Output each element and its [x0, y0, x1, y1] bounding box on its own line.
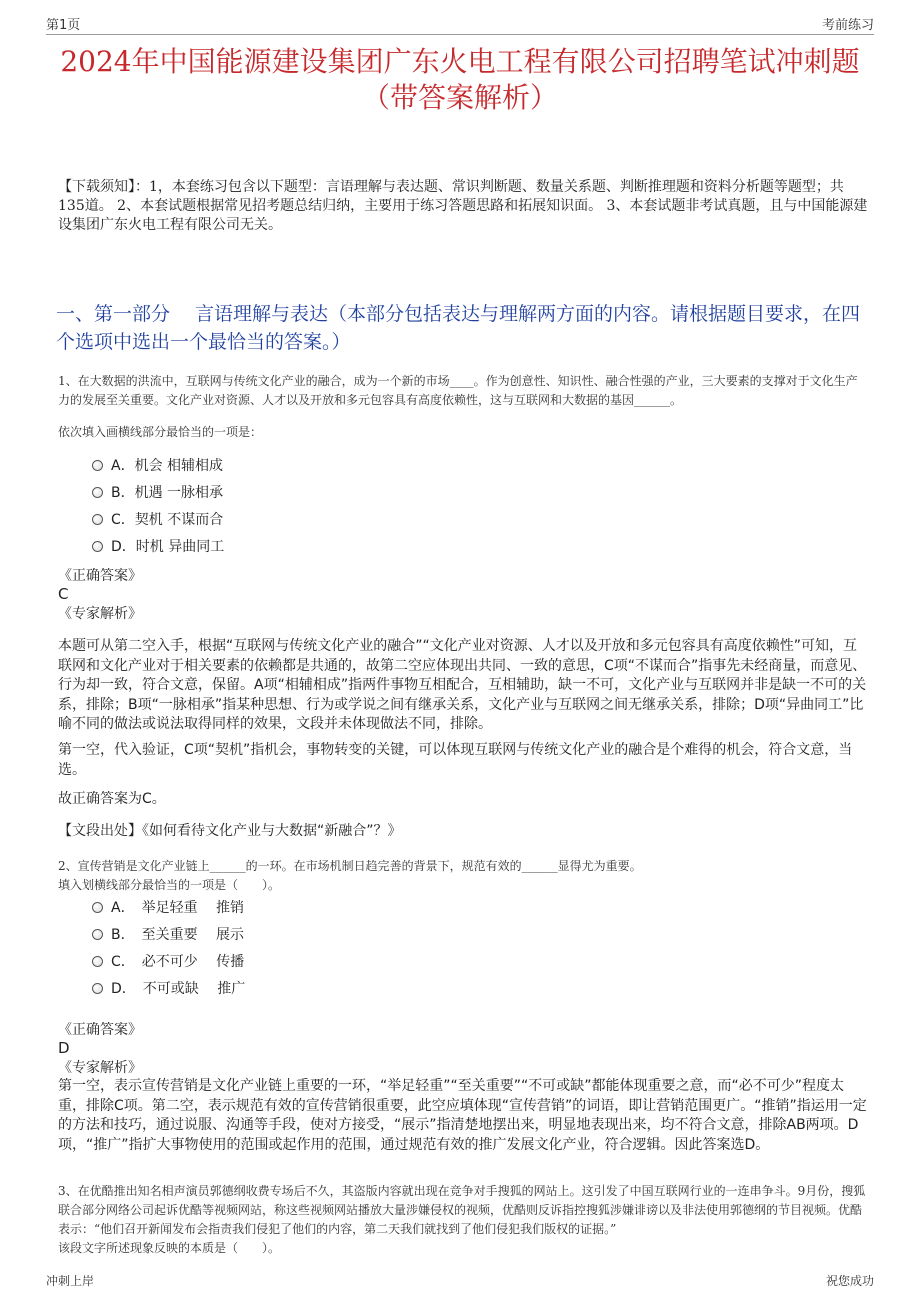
footer-right: 祝您成功 — [825, 1274, 874, 1288]
q2-option-c[interactable]: C． 必不可少 传播 — [92, 952, 244, 972]
question-1-prompt: 依次填入画横线部分最恰当的一项是： — [58, 425, 263, 439]
q2-answer: D — [58, 1039, 70, 1057]
section-heading: 一、第一部分 言语理解与表达（本部分包括表达与理解两方面的内容。请根据题目要求，在四个选项中选出一个最恰当的答案。） — [56, 303, 861, 353]
question-2-stem: 2、宣传营销是文化产业链上______的一环。在市场机制日趋完善的背景下，规范有效的______显得尤为重要。 — [58, 859, 642, 873]
footer-left: 冲刺上岸 — [46, 1274, 95, 1288]
q1-analysis-paragraph-2: 第一空，代入验证，C项“契机”指机会，事物转变的关键，可以体现互联网与传统文化产业的融合是个难得的机会，符合文意，当选。 — [58, 742, 853, 778]
q1-option-b[interactable]: B．机遇 一脉相承 — [92, 483, 223, 503]
q2-analysis: 第一空，表示宣传营销是文化产业链上重要的一环，“举足轻重”“至关重要”“不可或缺”都能体现重要之意，而“必不可少”程度太重，排除C项。第二空，表示规范有效的宣传营销很重要，此空应填体现“宣传营销”的词语，即让营销范围更广。“推销”指运用一定的方法和技巧，通过说服、沟通等手段，使对方接受，“展示”指清楚地摆出来，明显地表现出来，均不符合文意，排除AB两项。D项，“推广”指扩大事物使用的范围或起作用的范围，通过规范有效的推广发展文化产业，符合逻辑。因此答案选D。 — [58, 1078, 867, 1153]
q1-option-c[interactable]: C．契机 不谋而合 — [92, 510, 223, 530]
radio-button-icon[interactable] — [92, 902, 103, 913]
document-title: 2024年中国能源建设集团广东火电工程有限公司招聘笔试冲刺题（带答案解析） — [60, 45, 860, 114]
q1-conclusion: 故正确答案为C。 — [58, 791, 166, 807]
question-2-prompt: 填入划横线部分最恰当的一项是（ ）。 — [58, 878, 281, 892]
q1-analysis-paragraph-1: 本题可从第二空入手，根据“互联网与传统文化产业的融合”“文化产业对资源、人才以及开放和多元包容具有高度依赖性”可知，互联网和文化产业对于相关要素的依赖都是共通的，故第二空应体现出共同、一致的意思，C项“不谋而合”指事先未经商量，而意见、行为却一致，符合文意，保留。A项“相辅相成”指两件事物互相配合，互相辅助，缺一不可，文化产业与互联网并非是缺一不可的关系，排除；B项“一脉相承”指某种思想、行为或学说之间有继承关系，文化产业与互联网之间无继承关系，排除；D项“异曲同工”比喻不同的做法或说法取得同样的效果，文段并未体现做法不同，排除。 — [58, 638, 867, 732]
q1-answer-label: 《正确答案》 — [58, 568, 142, 584]
download-notice: 【下载须知】：1，本套练习包含以下题型：言语理解与表达题、常识判断题、数量关系题、判断推理题和资料分析题等题型；共135道。 2、本套试题根据常见招考题总结归纳，主要用于练习答题思路和拓展知识面。 3、本套试题非考试真题，且与中国能源建设集团广东火电工程有限公司无关。 — [58, 179, 868, 233]
q2-option-d[interactable]: D． 不可或缺 推广 — [92, 979, 245, 999]
radio-button-icon[interactable] — [92, 929, 103, 940]
q1-option-d[interactable]: D．时机 异曲同工 — [92, 537, 224, 557]
page-number: 第1页 — [46, 18, 81, 33]
q1-answer: C — [58, 585, 69, 603]
page-footer — [46, 1272, 874, 1290]
radio-button-icon[interactable] — [92, 541, 103, 552]
radio-button-icon[interactable] — [92, 460, 103, 471]
question-1-stem: 1、在大数据的洪流中，互联网与传统文化产业的融合，成为一个新的市场____。作为创意性、知识性、融合性强的产业，三大要素的支撑对于文化生产力的发展至关重要。文化产业对资源、人才以及开放和多元包容具有高度依赖性，这与互联网和大数据的基因______。 — [58, 374, 858, 407]
header-label: 考前练习 — [821, 18, 874, 33]
q1-option-a[interactable]: A．机会 相辅相成 — [92, 456, 223, 476]
q2-analysis-label: 《专家解析》 — [58, 1060, 142, 1076]
q2-answer-label: 《正确答案》 — [58, 1022, 142, 1038]
radio-button-icon[interactable] — [92, 487, 103, 498]
page-header — [46, 14, 874, 35]
radio-button-icon[interactable] — [92, 956, 103, 967]
radio-button-icon[interactable] — [92, 983, 103, 994]
q2-option-a[interactable]: A． 举足轻重 推销 — [92, 898, 244, 918]
question-3-prompt: 该段文字所述现象反映的本质是（ ）。 — [58, 1241, 281, 1255]
q1-source: 【文段出处】《如何看待文化产业与大数据“新融合”？》 — [58, 823, 402, 839]
q2-option-b[interactable]: B． 至关重要 展示 — [92, 925, 244, 945]
q1-analysis-label: 《专家解析》 — [58, 606, 142, 622]
question-3-stem: 3、在优酷推出知名相声演员郭德纲收费专场后不久，其盗版内容就出现在竞争对手搜狐的网站上。这引发了中国互联网行业的一连串争斗。9月份，搜狐联合部分网络公司起诉优酷等视频网站，称这些视频网站播放大量涉嫌侵权的视频，优酷则反诉指控搜狐涉嫌诽谤以及非法使用郭德纲的节目视频。优酷表示：“他们召开新闻发布会指责我们侵犯了他们的内容，第二天我们就找到了他们侵犯我们版权的证据。” — [58, 1184, 866, 1236]
radio-button-icon[interactable] — [92, 514, 103, 525]
